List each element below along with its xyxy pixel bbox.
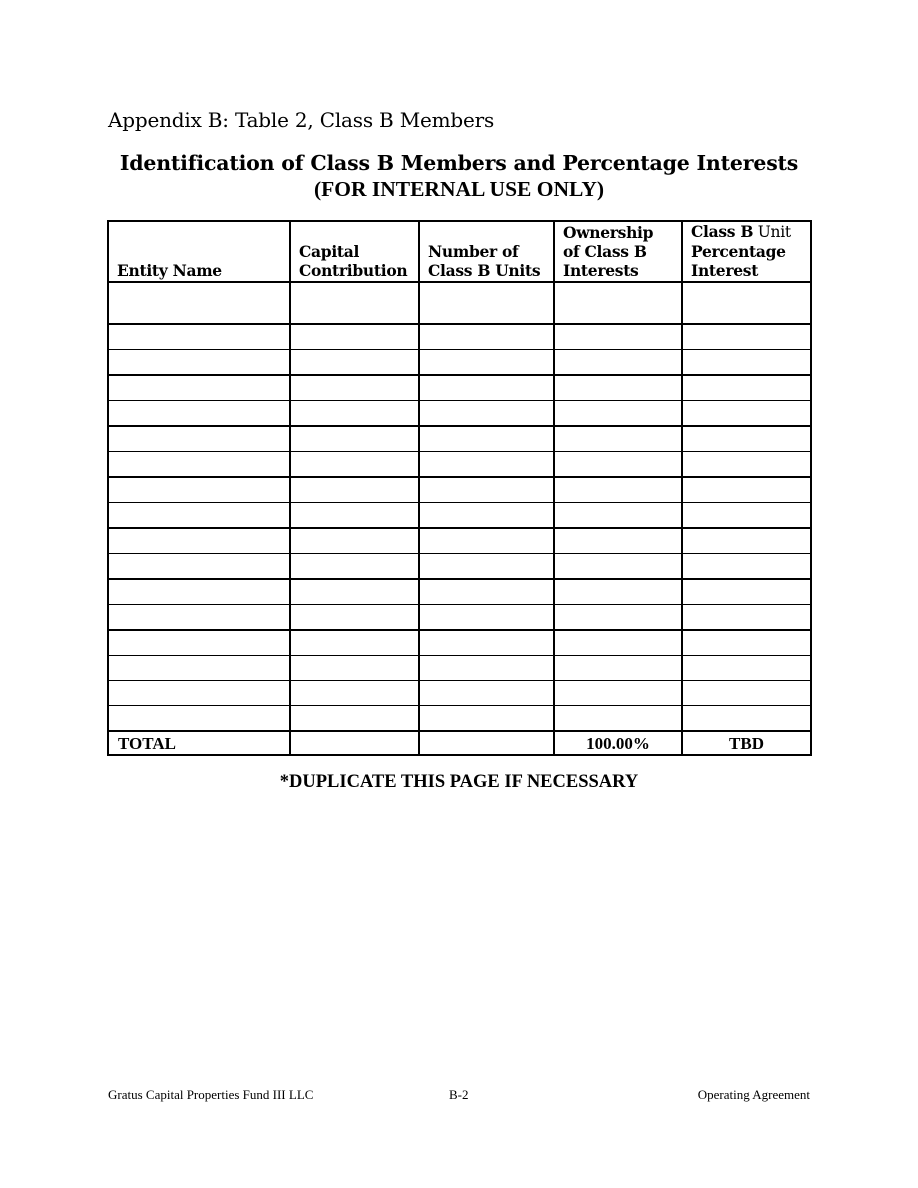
number-of-units-cell[interactable] <box>419 579 554 605</box>
unit-percentage-cell[interactable] <box>682 375 811 401</box>
number-of-units-cell[interactable] <box>419 528 554 554</box>
table-header-row <box>108 221 811 282</box>
total-units-cell[interactable] <box>419 731 554 755</box>
entity-name-cell[interactable] <box>108 706 290 732</box>
document-subtitle: (FOR INTERNAL USE ONLY) <box>313 177 605 201</box>
table-row <box>108 656 811 681</box>
header-percentage-line1-bold: Class B <box>691 222 754 241</box>
table-row <box>108 282 811 324</box>
ownership-cell[interactable] <box>554 477 682 503</box>
document-title: Identification of Class B Members and Percentage Interests <box>119 151 799 175</box>
table-row <box>108 375 811 401</box>
ownership-cell[interactable] <box>554 452 682 478</box>
entity-name-cell[interactable] <box>108 656 290 681</box>
header-number-of-units <box>419 221 554 282</box>
unit-percentage-cell[interactable] <box>682 630 811 656</box>
entity-name-cell[interactable] <box>108 282 290 324</box>
capital-contribution-cell[interactable] <box>290 605 419 631</box>
table-row <box>108 630 811 656</box>
header-ownership-line2: of Class B <box>563 242 647 261</box>
ownership-cell[interactable] <box>554 401 682 427</box>
capital-contribution-cell[interactable] <box>290 503 419 529</box>
table-row <box>108 579 811 605</box>
appendix-heading: Appendix B: Table 2, Class B Members <box>108 108 495 132</box>
capital-contribution-cell[interactable] <box>290 375 419 401</box>
entity-name-cell[interactable] <box>108 554 290 580</box>
unit-percentage-cell[interactable] <box>682 401 811 427</box>
header-percentage-line3: Interest <box>691 261 759 280</box>
ownership-cell[interactable] <box>554 528 682 554</box>
number-of-units-cell[interactable] <box>419 426 554 452</box>
number-of-units-cell[interactable] <box>419 375 554 401</box>
capital-contribution-cell[interactable] <box>290 706 419 732</box>
header-units-line1: Number of <box>428 242 519 261</box>
ownership-cell[interactable] <box>554 503 682 529</box>
total-label: TOTAL <box>108 731 290 755</box>
number-of-units-cell[interactable] <box>419 350 554 376</box>
ownership-cell[interactable] <box>554 350 682 376</box>
unit-percentage-cell[interactable] <box>682 656 811 681</box>
ownership-cell[interactable] <box>554 605 682 631</box>
header-unit-percentage <box>682 221 811 282</box>
entity-name-cell[interactable] <box>108 426 290 452</box>
capital-contribution-cell[interactable] <box>290 681 419 706</box>
unit-percentage-cell[interactable] <box>682 426 811 452</box>
capital-contribution-cell[interactable] <box>290 554 419 580</box>
ownership-cell[interactable] <box>554 554 682 580</box>
capital-contribution-cell[interactable] <box>290 528 419 554</box>
table-row <box>108 324 811 350</box>
table-row <box>108 605 811 631</box>
number-of-units-cell[interactable] <box>419 401 554 427</box>
table-row <box>108 706 811 732</box>
entity-name-cell[interactable] <box>108 477 290 503</box>
header-ownership <box>554 221 682 282</box>
unit-percentage-cell[interactable] <box>682 350 811 376</box>
ownership-cell[interactable] <box>554 324 682 350</box>
entity-name-cell[interactable] <box>108 681 290 706</box>
unit-percentage-cell[interactable] <box>682 605 811 631</box>
number-of-units-cell[interactable] <box>419 324 554 350</box>
header-capital-contribution <box>290 221 419 282</box>
capital-contribution-cell[interactable] <box>290 350 419 376</box>
table-row <box>108 350 811 376</box>
capital-contribution-cell[interactable] <box>290 656 419 681</box>
entity-name-cell[interactable] <box>108 605 290 631</box>
ownership-cell[interactable] <box>554 706 682 732</box>
entity-name-cell[interactable] <box>108 350 290 376</box>
footer-page-number: B-2 <box>449 1087 469 1102</box>
header-ownership-line1: Ownership <box>563 223 654 242</box>
table-row <box>108 426 811 452</box>
table-row <box>108 503 811 529</box>
unit-percentage-cell[interactable] <box>682 579 811 605</box>
footer-company-name: Gratus Capital Properties Fund III LLC <box>108 1087 314 1102</box>
ownership-cell[interactable] <box>554 630 682 656</box>
unit-percentage-cell[interactable] <box>682 452 811 478</box>
capital-contribution-cell[interactable] <box>290 426 419 452</box>
entity-name-cell[interactable] <box>108 630 290 656</box>
total-ownership-value: 100.00% <box>554 731 682 755</box>
unit-percentage-cell[interactable] <box>682 706 811 732</box>
capital-contribution-cell[interactable] <box>290 282 419 324</box>
number-of-units-cell[interactable] <box>419 477 554 503</box>
ownership-cell[interactable] <box>554 656 682 681</box>
capital-contribution-cell[interactable] <box>290 579 419 605</box>
ownership-cell[interactable] <box>554 579 682 605</box>
number-of-units-cell[interactable] <box>419 452 554 478</box>
total-percentage-value: TBD <box>682 731 811 755</box>
table-row <box>108 528 811 554</box>
unit-percentage-cell[interactable] <box>682 528 811 554</box>
entity-name-cell[interactable] <box>108 503 290 529</box>
header-capital-line1: Capital <box>299 242 360 261</box>
capital-contribution-cell[interactable] <box>290 452 419 478</box>
unit-percentage-cell[interactable] <box>682 477 811 503</box>
number-of-units-cell[interactable] <box>419 706 554 732</box>
unit-percentage-cell[interactable] <box>682 282 811 324</box>
number-of-units-cell[interactable] <box>419 554 554 580</box>
entity-name-cell[interactable] <box>108 579 290 605</box>
number-of-units-cell[interactable] <box>419 282 554 324</box>
unit-percentage-cell[interactable] <box>682 554 811 580</box>
class-b-members-table <box>107 220 812 756</box>
header-percentage-line2: Percentage <box>691 242 786 261</box>
entity-name-cell[interactable] <box>108 528 290 554</box>
table-row <box>108 681 811 706</box>
ownership-cell[interactable] <box>554 426 682 452</box>
duplicate-page-note: *DUPLICATE THIS PAGE IF NECESSARY <box>279 772 639 792</box>
unit-percentage-cell[interactable] <box>682 503 811 529</box>
capital-contribution-cell[interactable] <box>290 324 419 350</box>
number-of-units-cell[interactable] <box>419 656 554 681</box>
header-entity-name <box>108 221 290 282</box>
header-ownership-line3: Interests <box>563 261 639 280</box>
number-of-units-cell[interactable] <box>419 503 554 529</box>
ownership-cell[interactable] <box>554 375 682 401</box>
entity-name-cell[interactable] <box>108 401 290 427</box>
table-row <box>108 477 811 503</box>
table-row <box>108 554 811 580</box>
footer-document-name: Operating Agreement <box>697 1087 810 1102</box>
header-percentage-line1-normal: Unit <box>753 223 791 241</box>
ownership-cell[interactable] <box>554 282 682 324</box>
table-row <box>108 452 811 478</box>
ownership-cell[interactable] <box>554 681 682 706</box>
entity-name-cell[interactable] <box>108 452 290 478</box>
entity-name-cell[interactable] <box>108 375 290 401</box>
capital-contribution-cell[interactable] <box>290 630 419 656</box>
total-row <box>108 731 811 755</box>
number-of-units-cell[interactable] <box>419 630 554 656</box>
capital-contribution-cell[interactable] <box>290 477 419 503</box>
unit-percentage-cell[interactable] <box>682 681 811 706</box>
header-entity-name-label: Entity Name <box>117 261 222 280</box>
capital-contribution-cell[interactable] <box>290 401 419 427</box>
table-body <box>108 282 811 755</box>
number-of-units-cell[interactable] <box>419 681 554 706</box>
entity-name-cell[interactable] <box>108 324 290 350</box>
header-capital-line2: Contribution <box>299 261 408 280</box>
number-of-units-cell[interactable] <box>419 605 554 631</box>
header-units-line2: Class B Units <box>428 261 541 280</box>
total-capital-cell[interactable] <box>290 731 419 755</box>
unit-percentage-cell[interactable] <box>682 324 811 350</box>
table-row <box>108 401 811 427</box>
